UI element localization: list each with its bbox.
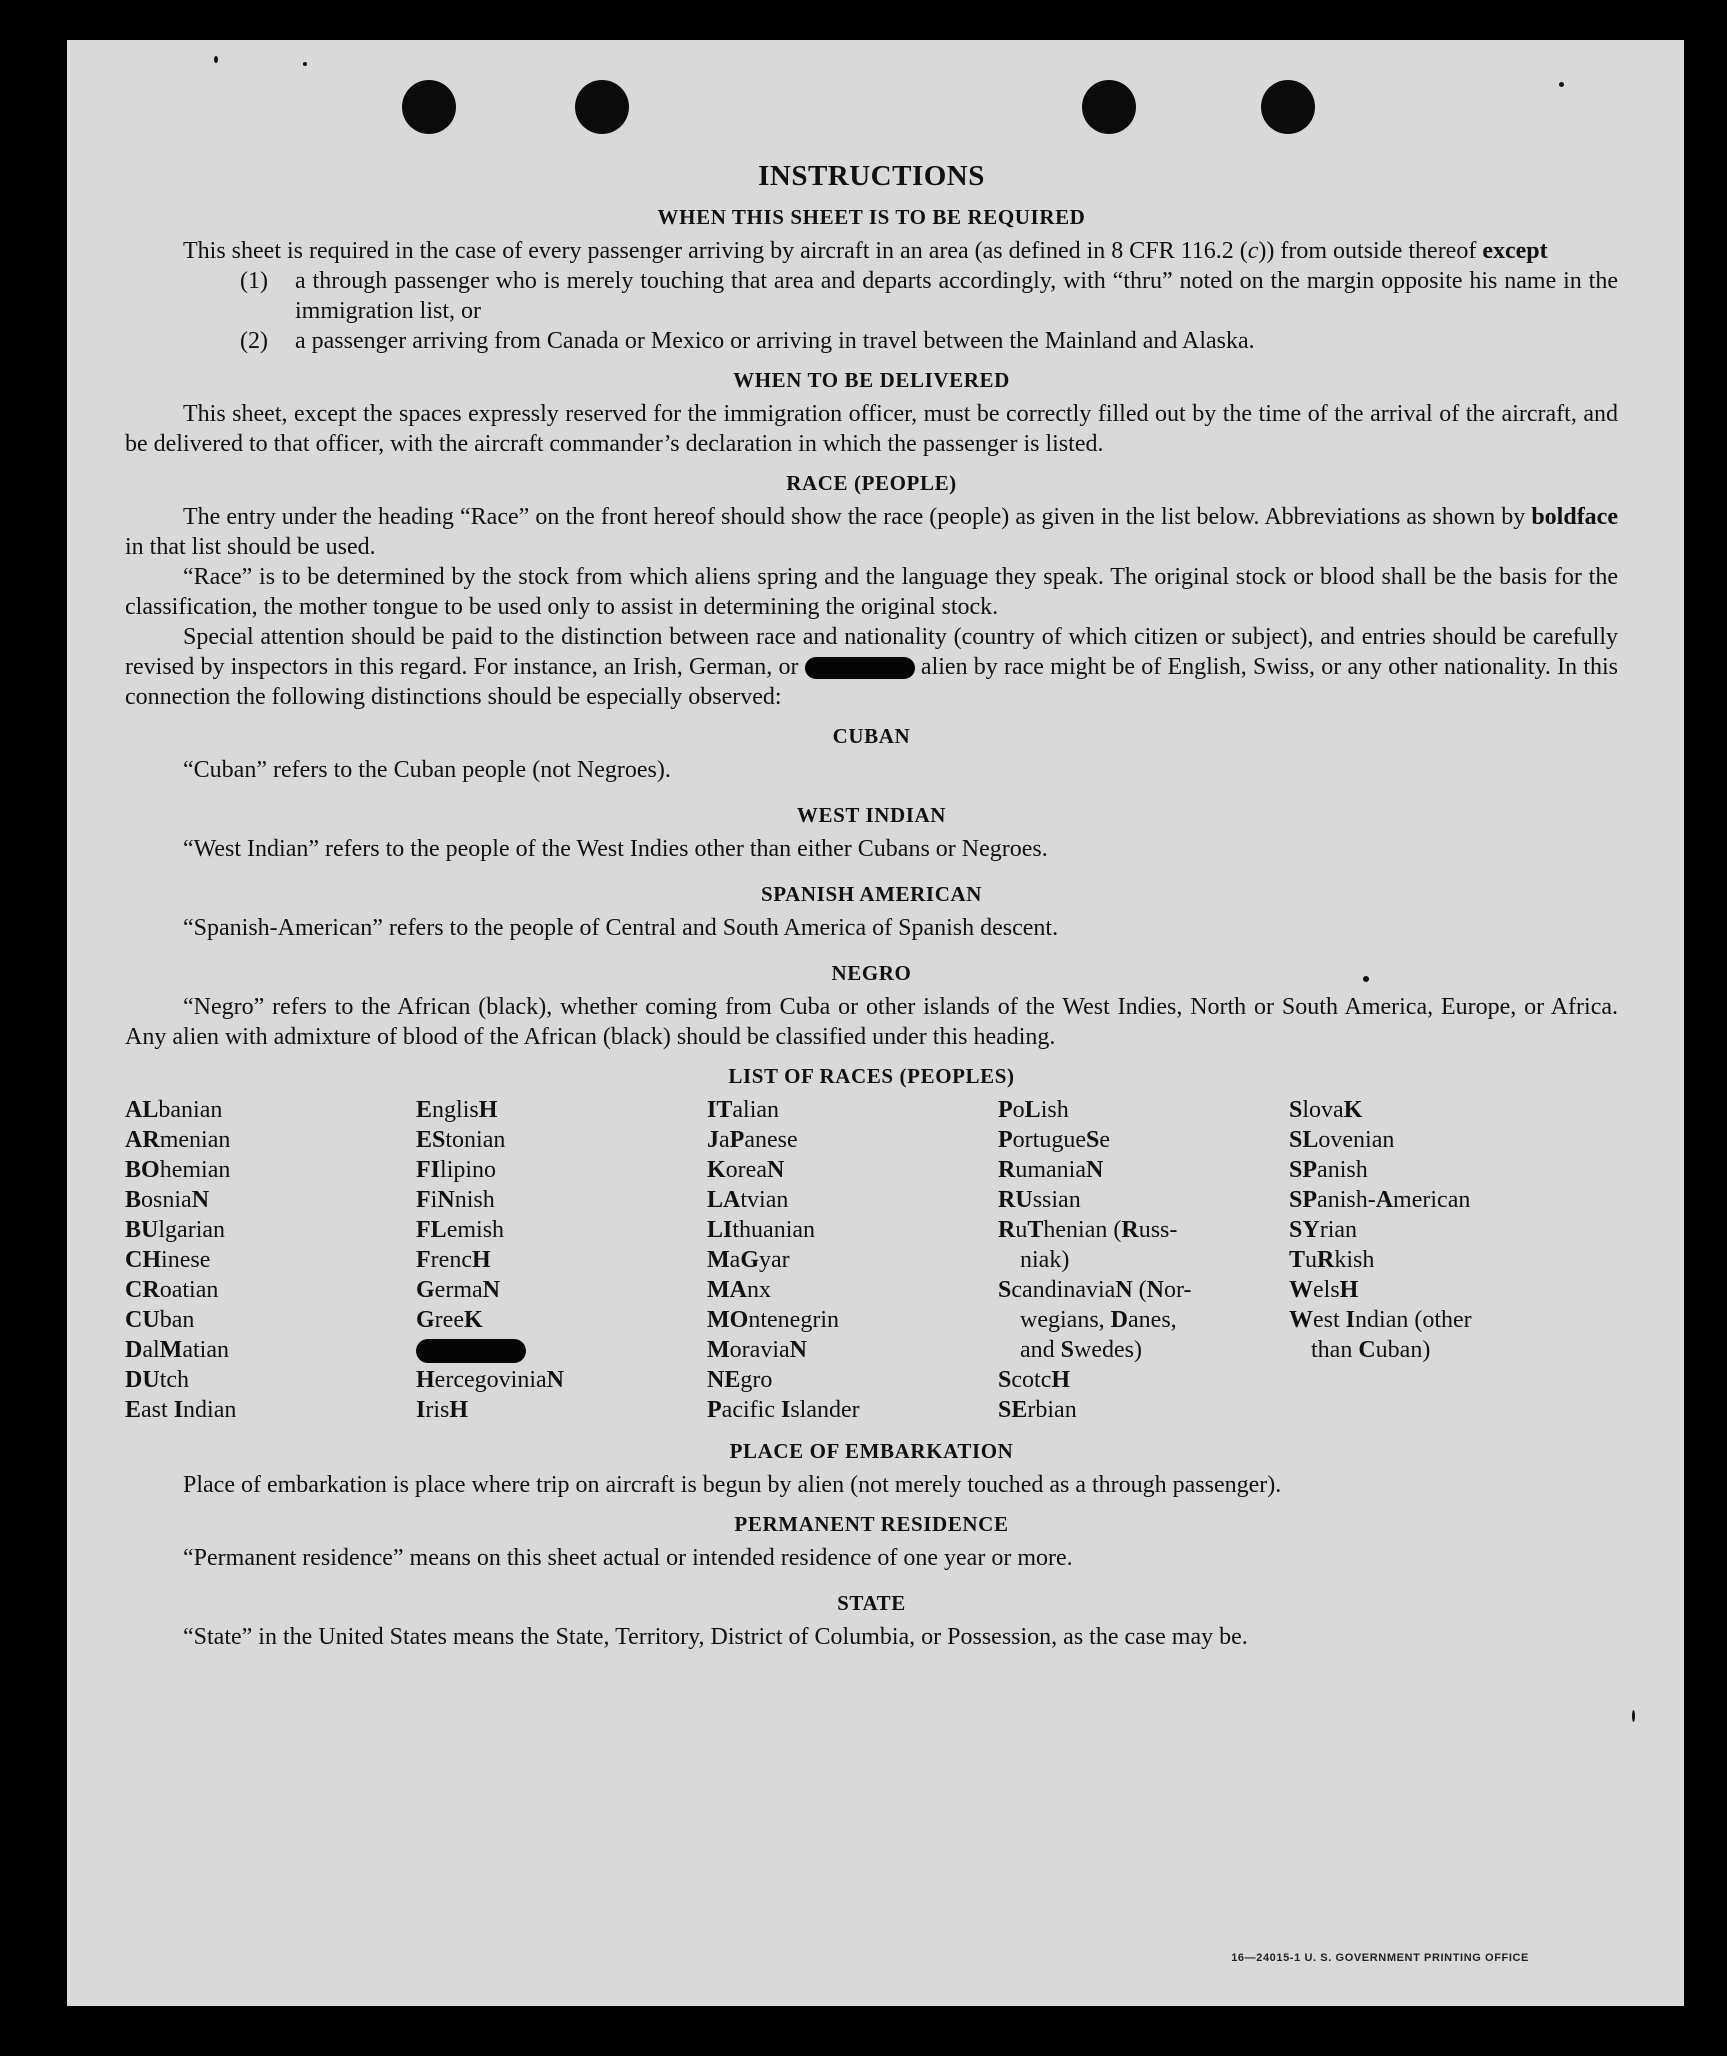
race-entry: SlovaK: [1289, 1097, 1363, 1123]
race-entry: RumaniaN: [998, 1157, 1104, 1183]
race-entry: IrisH: [416, 1397, 469, 1423]
race-entry: niak): [1020, 1247, 1070, 1273]
race-entry: ScandinaviaN (Nor-: [998, 1277, 1192, 1303]
west-indian-text: “West Indian” refers to the people of the West Indies other than either Cubans or Negroes.: [183, 836, 1048, 862]
race-entry: JaPanese: [707, 1127, 798, 1153]
heading-list-of-races: LIST OF RACES (PEOPLES): [728, 1064, 1015, 1088]
when-required-intro: This sheet is required in the case of every passenger arriving by aircraft in an area (as defined in 8 CFR 116.2 (c)) from outside thereof except: [183, 238, 1548, 264]
race-entry: GermaN: [416, 1277, 500, 1303]
document-page: [67, 40, 1684, 2006]
heading-race: RACE (PEOPLE): [786, 471, 957, 495]
race-entry: ARmenian: [125, 1127, 231, 1153]
punch-hole: [1082, 80, 1136, 134]
print-office-code: 16—24015-1 U. S. GOVERNMENT PRINTING OFFICE: [1231, 1952, 1529, 1964]
spanish-american-text: “Spanish-American” refers to the people of Central and South America of Spanish descent.: [183, 915, 1059, 941]
heading-embarkation: PLACE OF EMBARKATION: [729, 1439, 1014, 1463]
race-column: [707, 1095, 998, 1425]
punch-hole: [1261, 80, 1315, 134]
race-entry: EnglisH: [416, 1097, 498, 1123]
race-entry: and Swedes): [1020, 1337, 1143, 1363]
instructions-body: [125, 160, 1618, 1652]
race-entry: West Indian (other: [1289, 1307, 1472, 1333]
speck: [1632, 1710, 1635, 1722]
race-paragraph: Special attention should be paid to the distinction between race and nationality (country of which citizen or subject), and entries should be carefully revised by inspectors in this regard. For instance, an Irish, German, or alien by race might be of English, Swiss, or any other nationality. In this connection the following distinctions should be especially observed:: [125, 624, 1619, 710]
race-entry: PortugueSe: [998, 1127, 1111, 1153]
race-entry: CHinese: [125, 1247, 211, 1273]
race-entry: SPanish-American: [1289, 1187, 1471, 1213]
exception-item: (2) a passenger arriving from Canada or Mexico or arriving in travel between the Mainland and Alaska.: [240, 328, 1255, 354]
heading-spanish-american: SPANISH AMERICAN: [761, 882, 982, 906]
exception-item: (1) a through passenger who is merely touching that area and departs accordingly, with “thru” noted on the margin opposite his name in the immigration list, or: [240, 268, 1618, 324]
heading-when-required: WHEN THIS SHEET IS TO BE REQUIRED: [657, 205, 1086, 229]
punch-hole: [575, 80, 629, 134]
race-entry: CRoatian: [125, 1277, 219, 1303]
race-entry: MOntenegrin: [707, 1307, 839, 1333]
heading-permanent-residence: PERMANENT RESIDENCE: [734, 1512, 1009, 1536]
race-entry: MoraviaN: [707, 1337, 807, 1363]
when-delivered-text: This sheet, except the spaces expressly reserved for the immigration officer, must be correctly filled out by the time of the arrival of the aircraft, and be delivered to that officer, with the aircraft commander’s declaration in which the passenger is listed.: [125, 401, 1618, 457]
race-entry: than Cuban): [1311, 1337, 1431, 1363]
race-entry: SYrian: [1289, 1217, 1358, 1243]
race-entry: RUssian: [998, 1187, 1081, 1213]
race-entry: CUban: [125, 1307, 195, 1333]
redaction-mark: [805, 657, 915, 679]
race-entry: LAtvian: [707, 1187, 789, 1213]
race-paragraph: “Race” is to be determined by the stock from which aliens spring and the language they speak. The original stock or blood shall be the basis for the classification, the mother tongue to be used only to assist in determining the original stock.: [125, 564, 1618, 620]
state-text: “State” in the United States means the State, Territory, District of Columbia, or Possession, as the case may be.: [183, 1624, 1248, 1650]
race-entry: BosniaN: [125, 1187, 210, 1213]
race-entry: KoreaN: [707, 1157, 785, 1183]
race-entry: HercegoviniaN: [416, 1367, 564, 1393]
race-entry: NEgro: [707, 1367, 773, 1393]
race-entry: ScotcH: [998, 1367, 1071, 1393]
race-entry: DUtch: [125, 1367, 190, 1393]
race-entry: SLovenian: [1289, 1127, 1395, 1153]
race-column: [1289, 1095, 1618, 1425]
race-column: [125, 1095, 416, 1425]
race-entry: ITalian: [707, 1097, 780, 1123]
heading-west-indian: WEST INDIAN: [796, 803, 947, 827]
cuban-text: “Cuban” refers to the Cuban people (not Negroes).: [183, 757, 671, 783]
race-list: [125, 1095, 1618, 1425]
race-entry: GreeK: [416, 1307, 483, 1333]
race-entry: FiNnish: [416, 1187, 495, 1213]
heading-cuban: CUBAN: [832, 724, 911, 748]
speck: [1559, 82, 1564, 87]
race-entry: LIthuanian: [707, 1217, 816, 1243]
punch-hole: [402, 80, 456, 134]
race-entry: FLemish: [416, 1217, 505, 1243]
race-entry: BOhemian: [125, 1157, 231, 1183]
race-entry: MAnx: [707, 1277, 771, 1303]
heading-negro: NEGRO: [831, 961, 912, 985]
race-column: [998, 1095, 1289, 1425]
race-entry: Pacific Islander: [707, 1397, 860, 1423]
race-entry: TuRkish: [1289, 1247, 1375, 1273]
embarkation-text: Place of embarkation is place where trip on aircraft is begun by alien (not merely touched as a through passenger).: [183, 1472, 1282, 1498]
redaction-mark: [416, 1339, 526, 1363]
speck: [303, 62, 307, 66]
race-column: [416, 1095, 707, 1425]
speck: [214, 56, 218, 63]
race-entry: EStonian: [416, 1127, 506, 1153]
race-entry: East Indian: [125, 1397, 237, 1423]
heading-state: STATE: [837, 1591, 906, 1615]
race-paragraph: The entry under the heading “Race” on the front hereof should show the race (people) as given in the list below. Abbreviations as shown by boldface in that list should be used.: [125, 504, 1618, 560]
page-title: INSTRUCTIONS: [758, 160, 985, 192]
race-entry: FrencH: [416, 1247, 491, 1273]
race-entry: ALbanian: [125, 1097, 223, 1123]
race-entry: PoLish: [998, 1097, 1069, 1123]
race-entry: SPanish: [1289, 1157, 1368, 1183]
negro-text: “Negro” refers to the African (black), whether coming from Cuba or other islands of the West Indies, North or South America, Europe, or Africa. Any alien with admixture of blood of the African (black) should be classified under this heading.: [125, 994, 1618, 1050]
race-entry: SErbian: [998, 1397, 1077, 1423]
race-entry: DalMatian: [125, 1337, 229, 1363]
race-entry: RuThenian (Russ-: [998, 1217, 1178, 1243]
heading-when-delivered: WHEN TO BE DELIVERED: [733, 368, 1010, 392]
race-entry: [416, 1335, 707, 1365]
race-entry: FIlipino: [416, 1157, 497, 1183]
race-entry: MaGyar: [707, 1247, 790, 1273]
race-entry: WelsH: [1289, 1277, 1359, 1303]
residence-text: “Permanent residence” means on this sheet actual or intended residence of one year or more.: [183, 1545, 1073, 1571]
race-entry: wegians, Danes,: [1020, 1307, 1177, 1333]
race-entry: BUlgarian: [125, 1217, 226, 1243]
